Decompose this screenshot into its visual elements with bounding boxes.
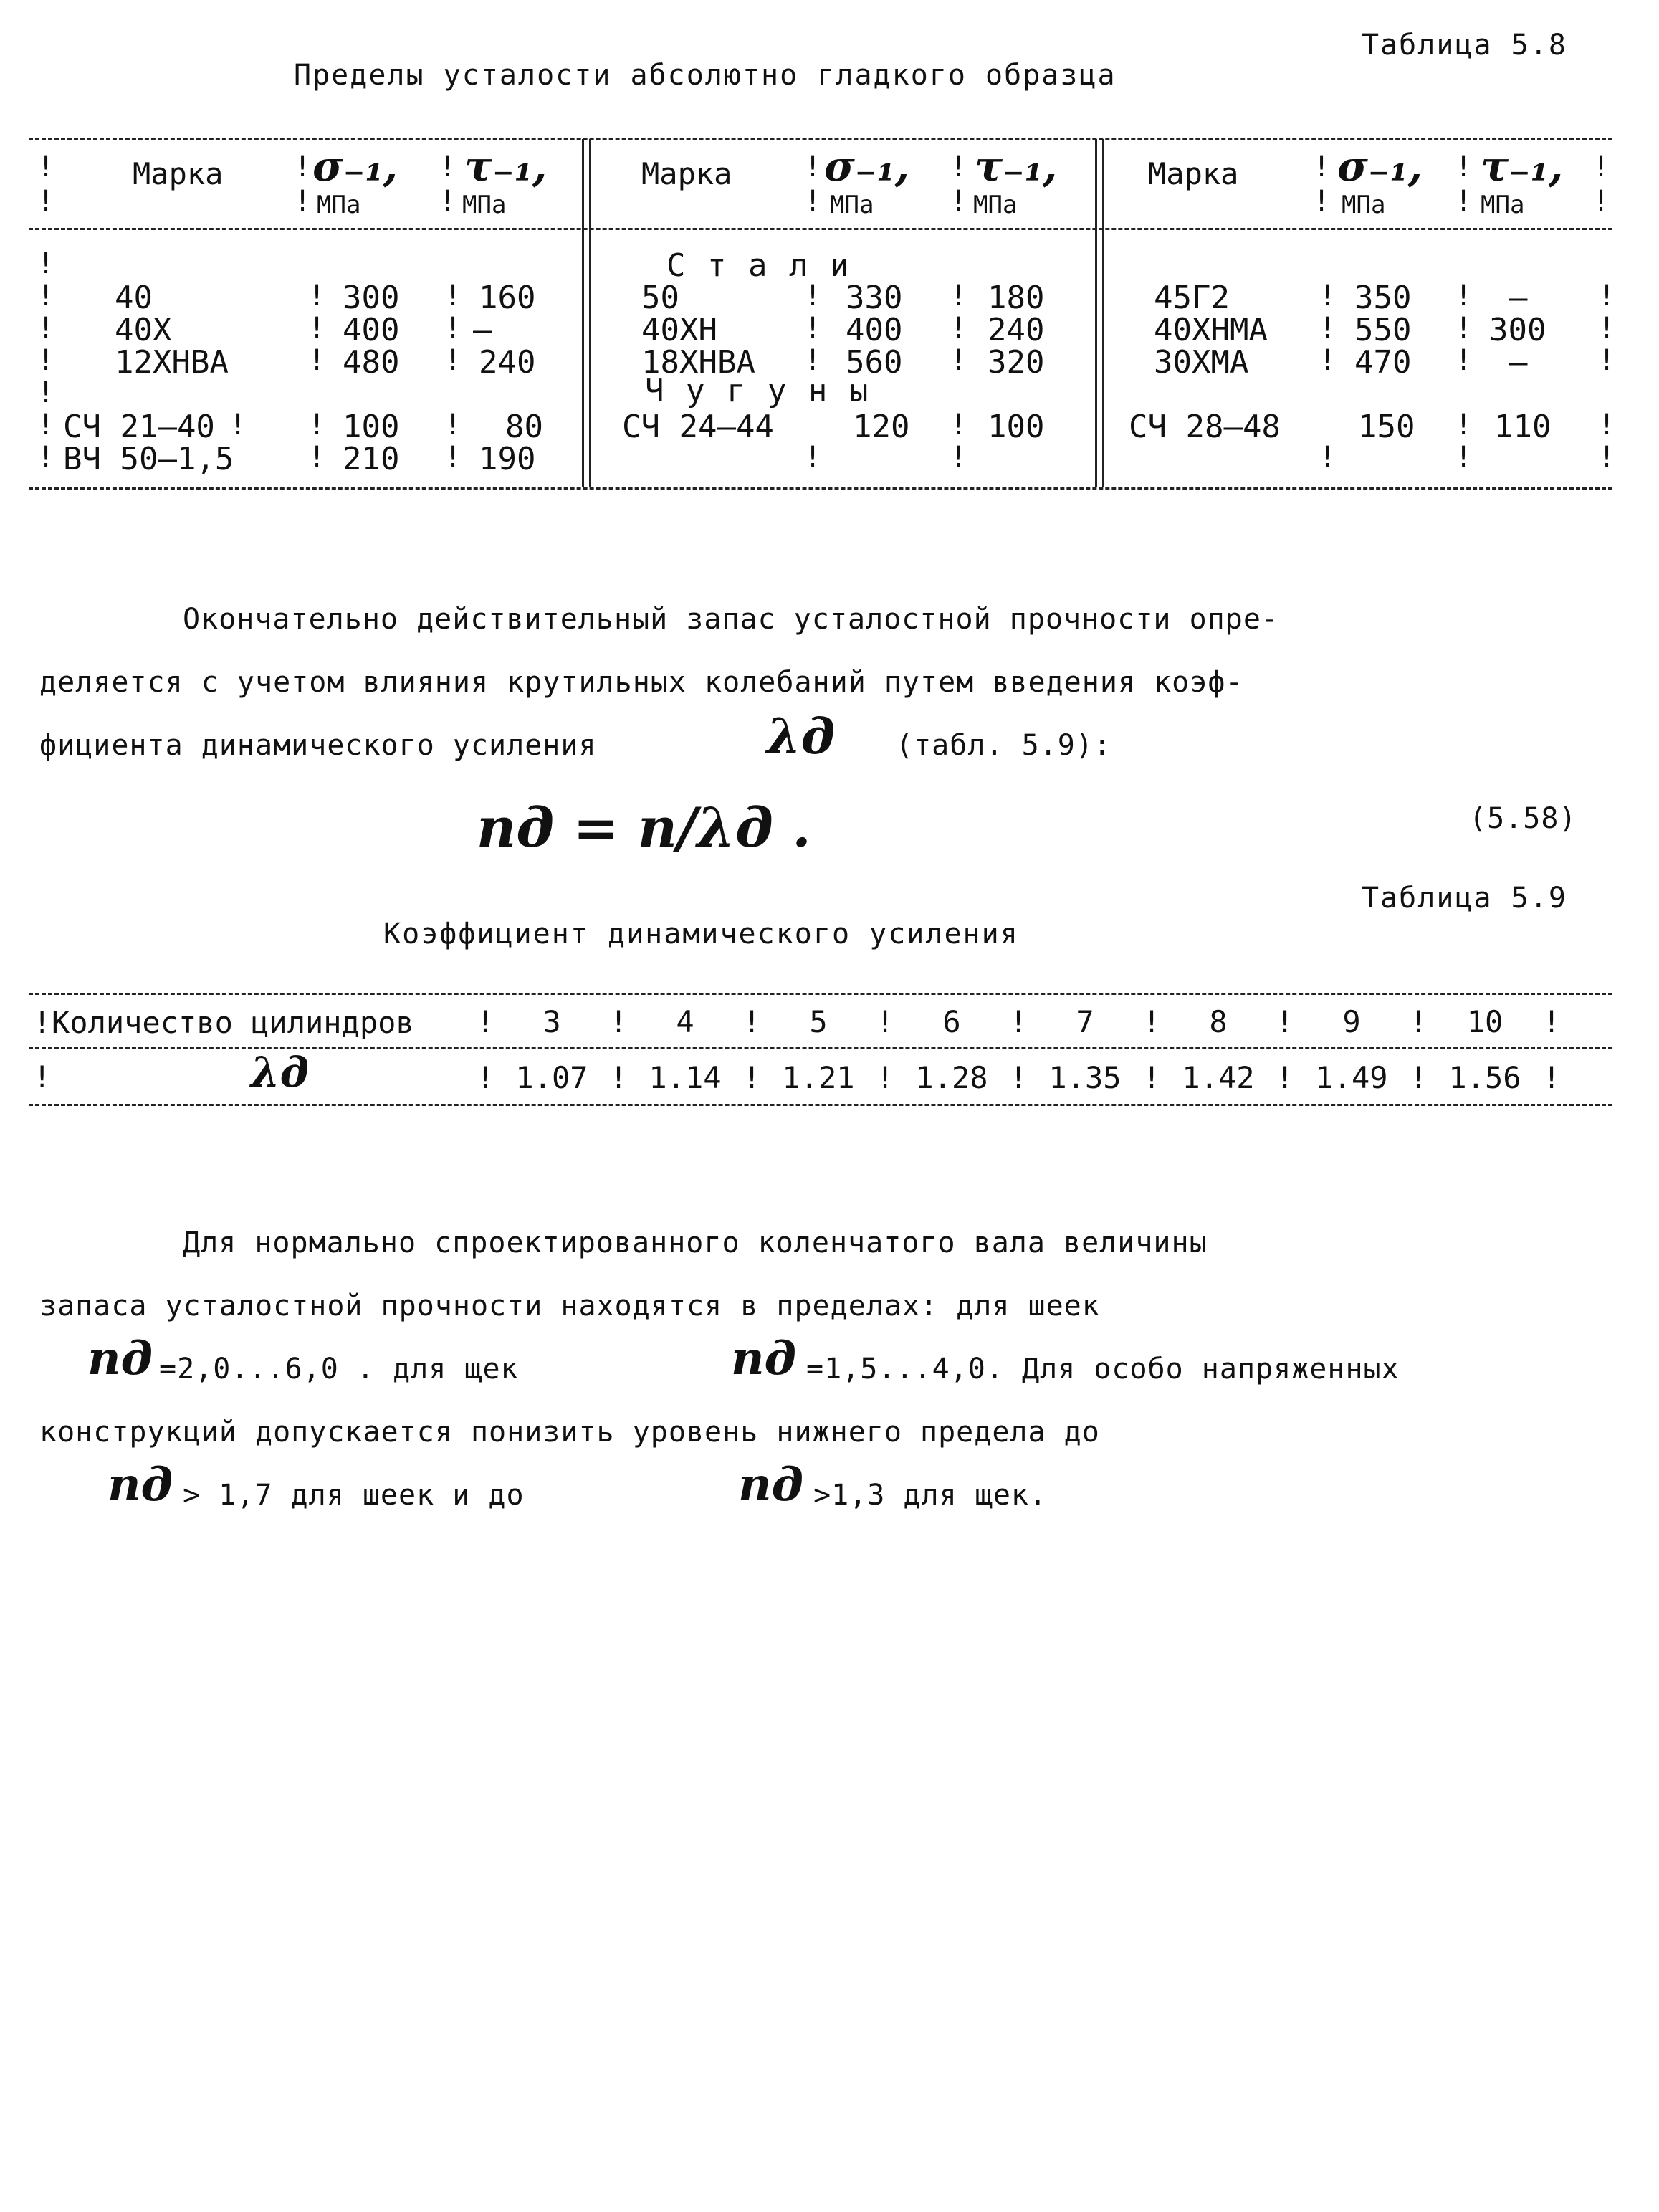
header-unit: МПа	[973, 191, 1018, 219]
table-row-tau: 180	[988, 280, 1045, 316]
table-row-sigma: 330	[846, 280, 903, 316]
paragraph-1-line-2: деляется с учетом влияния крутильных колебаний путем введения коэф-	[39, 666, 1244, 699]
table-row-sigma: 300	[343, 280, 400, 316]
lambda-d-symbol: λд	[767, 708, 835, 766]
paragraph-2-line-2: запаса усталостной прочности находятся в пределах: для шеек	[39, 1289, 1100, 1322]
paragraph-2-line-4: конструкций допускается понизить уровень нижнего предела до	[39, 1416, 1100, 1449]
lambda-value-cell: 1.42	[1182, 1060, 1255, 1095]
lambda-value-cell: 1.07	[515, 1060, 588, 1095]
paragraph-1-line-1: Окончательно действительный запас усталостной прочности опре-	[183, 603, 1280, 636]
header-tau: τ₋₁,	[975, 142, 1058, 191]
table-row-tau: 300	[1489, 312, 1546, 348]
header-sigma: σ₋₁,	[824, 142, 909, 191]
table-row-sigma: 550	[1354, 312, 1412, 348]
table-row-sigma: 480	[343, 344, 400, 381]
cell-separator: !	[1009, 1004, 1028, 1039]
formula-5-58: nд = n/λд .	[477, 796, 811, 859]
header-marka: Марка	[133, 156, 224, 191]
table-row-sigma: 100	[343, 409, 400, 445]
table-row-tau: 240	[479, 344, 536, 381]
paragraph-2-line-5-end: >1,3 для щек.	[813, 1479, 1048, 1512]
table-row-tau: 110	[1494, 409, 1552, 445]
header-sigma: σ₋₁,	[1337, 142, 1423, 191]
n-d-symbol: nд	[87, 1332, 153, 1386]
paragraph-1-line-3: фициента динамического усиления	[39, 729, 597, 762]
table-row-marka: 30ХМА	[1154, 344, 1249, 381]
lambda-value-cell: 1.28	[915, 1060, 988, 1095]
table-row-marka: СЧ 24–44	[622, 409, 774, 445]
table-row-sigma: 400	[343, 312, 400, 348]
table-row-marka: СЧ 21–40	[63, 409, 215, 445]
cell-separator: !	[1542, 1004, 1561, 1039]
lambda-value-cell: 1.21	[782, 1060, 855, 1095]
table-row-tau: 100	[988, 409, 1045, 445]
header-unit: МПа	[317, 191, 361, 219]
paragraph-2-line-3-end: =1,5...4,0. Для особо напряженных	[806, 1353, 1400, 1386]
paragraph-2-line-5: > 1,7 для шеек и до	[183, 1479, 525, 1512]
cell-separator: !	[1542, 1060, 1561, 1095]
paragraph-2-line-1: Для нормально спроектированного коленчатого вала величины	[183, 1226, 1208, 1259]
lambda-value-cell: 1.56	[1448, 1060, 1521, 1095]
table-row-tau: –	[473, 312, 492, 348]
header-unit: МПа	[1481, 191, 1525, 219]
table-row-sigma: 350	[1354, 280, 1412, 316]
cylinder-count-cell: 9	[1342, 1004, 1361, 1039]
table-row-marka: 45Г2	[1154, 280, 1230, 316]
table-row-marka: 40	[115, 280, 153, 316]
header-tau: τ₋₁,	[464, 142, 548, 191]
table-row-marka: 18ХНВА	[641, 344, 755, 381]
cell-separator: !	[1142, 1060, 1161, 1095]
cell-separator: !	[1276, 1004, 1294, 1039]
cell-separator: !	[742, 1060, 761, 1095]
header-sigma: σ₋₁,	[312, 142, 398, 191]
lambda-value-cell: 1.35	[1048, 1060, 1122, 1095]
cylinder-count-cell: 5	[809, 1004, 828, 1039]
cylinder-count-cell: 10	[1466, 1004, 1503, 1039]
table-row-tau: –	[1509, 280, 1528, 316]
lambda-value-cell: 1.49	[1315, 1060, 1388, 1095]
table-row-sigma: 470	[1354, 344, 1412, 381]
header-unit: МПа	[462, 191, 507, 219]
cylinder-count-cell: 3	[542, 1004, 561, 1039]
cell-separator: !	[609, 1004, 628, 1039]
table-5-8-label: Таблица 5.8	[1362, 29, 1567, 62]
cell-separator: !	[1409, 1060, 1428, 1095]
cylinder-count-cell: 7	[1076, 1004, 1094, 1039]
cell-separator: !	[876, 1060, 894, 1095]
table-row-sigma: 120	[853, 409, 910, 445]
paragraph-2-line-3: =2,0...6,0 . для щек	[159, 1353, 519, 1386]
cell-separator: !	[1276, 1060, 1294, 1095]
table-row-marka: 40Х	[115, 312, 172, 348]
n-d-symbol: nд	[738, 1458, 804, 1512]
section-iron: Ч у г у н ы	[645, 373, 870, 409]
table-row-tau: 320	[988, 344, 1045, 381]
table-row-marka: СЧ 28–48	[1129, 409, 1281, 445]
cell-separator: !	[742, 1004, 761, 1039]
table-row-marka: 40ХН	[641, 312, 717, 348]
cylinder-count-cell: 4	[676, 1004, 694, 1039]
table-row-sigma: 210	[343, 441, 400, 477]
table-row-sigma: 400	[846, 312, 903, 348]
table-5-9-label: Таблица 5.9	[1362, 882, 1567, 915]
cylinder-count-cell: 8	[1209, 1004, 1228, 1039]
table-row-marka: 12ХНВА	[115, 344, 229, 381]
cell-separator: !	[1009, 1060, 1028, 1095]
header-tau: τ₋₁,	[1481, 142, 1564, 191]
header-unit: МПа	[830, 191, 874, 219]
table-row-marka: 50	[641, 280, 679, 316]
table-5-8-caption: Пределы усталости абсолютно гладкого образца	[294, 59, 1117, 92]
n-d-symbol: nд	[731, 1332, 797, 1386]
header-marka: Марка	[641, 156, 732, 191]
table-row-tau: 190	[479, 441, 536, 477]
table-row-marka: 40ХНМА	[1154, 312, 1268, 348]
table-row-marka: ВЧ 50–1,5	[63, 441, 234, 477]
table-row-sigma: 150	[1358, 409, 1415, 445]
cell-separator: !	[609, 1060, 628, 1095]
section-steel: С т а л и	[666, 247, 851, 284]
cell-separator: !	[476, 1004, 494, 1039]
formula-number: (5.58)	[1469, 802, 1577, 835]
cylinder-count-cell: 6	[942, 1004, 961, 1039]
lambda-value-cell: 1.14	[649, 1060, 722, 1095]
cell-separator: !	[1409, 1004, 1428, 1039]
paragraph-1-line-3-end: (табл. 5.9):	[896, 729, 1111, 762]
n-d-symbol: nд	[107, 1458, 173, 1512]
row-header-lambda: λд	[251, 1048, 309, 1097]
header-marka: Марка	[1148, 156, 1239, 191]
cell-separator: !	[476, 1060, 494, 1095]
table-row-tau: 240	[988, 312, 1045, 348]
cell-separator: !	[1142, 1004, 1161, 1039]
table-row-sigma: 560	[846, 344, 903, 381]
table-row-tau: –	[1509, 344, 1528, 381]
table-row-tau: 80	[505, 409, 543, 445]
row-header-cylinders: Количество цилиндров	[52, 1005, 414, 1040]
table-5-9-caption: Коэффициент динамического усиления	[383, 917, 1019, 950]
table-row-tau: 160	[479, 280, 536, 316]
cell-separator: !	[876, 1004, 894, 1039]
header-unit: МПа	[1342, 191, 1386, 219]
